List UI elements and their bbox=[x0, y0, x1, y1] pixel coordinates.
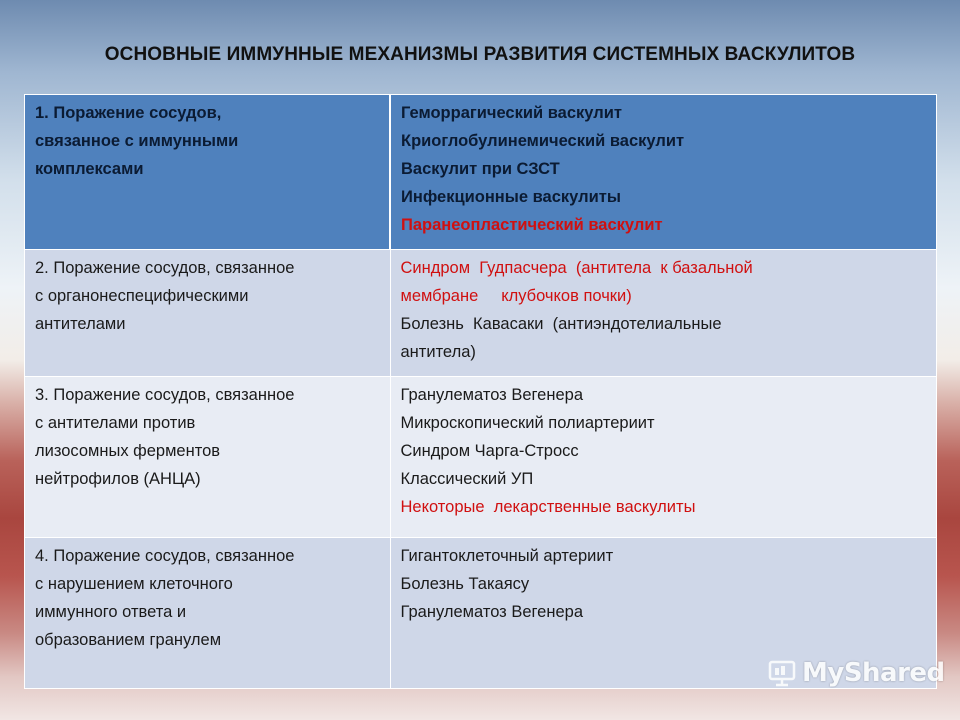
mechanism-cell bbox=[25, 95, 391, 250]
disease-item: Криоглобулинемический васкулит bbox=[401, 132, 685, 150]
disease-item: мембране клубочков почки) bbox=[400, 287, 632, 305]
disease-item: Паранеопластический васкулит bbox=[401, 216, 663, 234]
mechanism-line: 1. Поражение сосудов, bbox=[35, 104, 222, 122]
mechanism-line: антителами bbox=[35, 315, 126, 333]
mechanism-line: лизосомных ферментов bbox=[35, 442, 221, 460]
diseases-cell bbox=[390, 377, 937, 538]
mechanism-line: комплексами bbox=[35, 160, 144, 178]
disease-item: Болезнь Кавасаки (антиэндотелиальные bbox=[400, 315, 722, 333]
mechanism-cell bbox=[25, 250, 391, 377]
disease-item: Гранулематоз Вегенера bbox=[400, 603, 583, 621]
vasculitis-mechanisms-table bbox=[24, 94, 937, 689]
disease-item: Синдром Гудпасчера (антитела к базальной bbox=[400, 259, 753, 277]
mechanism-line: 2. Поражение сосудов, связанное bbox=[35, 259, 295, 277]
mechanism-line: 3. Поражение сосудов, связанное bbox=[35, 386, 295, 404]
myshared-watermark bbox=[768, 656, 945, 690]
mechanism-line: с антителами против bbox=[35, 414, 196, 432]
mechanism-line: иммунного ответа и bbox=[35, 603, 187, 621]
table-row bbox=[25, 250, 937, 377]
disease-item: Болезнь Такаясу bbox=[400, 575, 530, 593]
disease-item: Синдром Чарга-Стросс bbox=[400, 442, 579, 460]
disease-item: Васкулит при СЗСТ bbox=[401, 160, 560, 178]
disease-item: Некоторые лекарственные васкулиты bbox=[400, 498, 696, 516]
table-row bbox=[25, 377, 937, 538]
mechanism-cell bbox=[25, 377, 391, 538]
mechanism-cell bbox=[25, 538, 391, 689]
mechanism-line: связанное с иммунными bbox=[35, 132, 239, 150]
table-row bbox=[25, 95, 937, 250]
mechanism-line: образованием гранулем bbox=[35, 631, 222, 649]
disease-item: антитела) bbox=[400, 343, 476, 361]
diseases-cell bbox=[390, 250, 937, 377]
presentation-board-icon bbox=[768, 659, 796, 687]
disease-item: Классический УП bbox=[400, 470, 534, 488]
diseases-cell bbox=[390, 95, 937, 250]
disease-item: Микроскопический полиартериит bbox=[400, 414, 655, 432]
disease-item: Гигантоклеточный артериит bbox=[400, 547, 614, 565]
mechanism-line: с органонеспецифическими bbox=[35, 287, 249, 305]
page-title: ОСНОВНЫЕ ИММУННЫЕ МЕХАНИЗМЫ РАЗВИТИЯ СИСТЕМНЫХ ВАСКУЛИТОВ bbox=[104, 44, 856, 65]
disease-item: Инфекционные васкулиты bbox=[401, 188, 621, 206]
mechanism-line: с нарушением клеточного bbox=[35, 575, 233, 593]
disease-item: Гранулематоз Вегенера bbox=[400, 386, 583, 404]
mechanism-line: нейтрофилов (АНЦА) bbox=[35, 470, 201, 488]
mechanism-line: 4. Поражение сосудов, связанное bbox=[35, 547, 295, 565]
disease-item: Геморрагический васкулит bbox=[401, 104, 622, 122]
watermark-text: MyShared bbox=[802, 658, 945, 688]
